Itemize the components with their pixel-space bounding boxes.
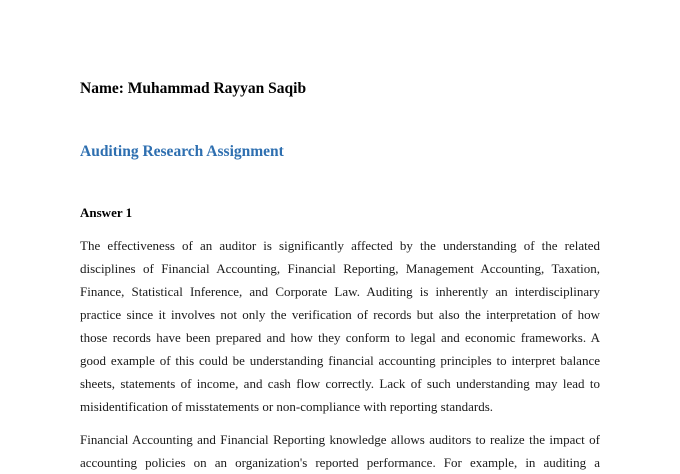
paragraph-line: misidentification of misstatements or non-compliance with reporting standards. — [80, 399, 494, 414]
author-name: Name: Muhammad Rayyan Saqib — [80, 80, 307, 97]
paragraph-line: Financial Accounting and Financial Reporting knowledge allows auditors to realize the impact of — [80, 432, 600, 447]
paragraph-line: practice since it involves not only the verification of records but also the interpretation of how — [80, 307, 600, 322]
answer-heading: Answer 1 — [80, 205, 133, 220]
paragraph-1 — [80, 234, 600, 418]
paragraph-2 — [80, 428, 600, 474]
paragraph-line: good example of this could be understanding financial accounting principles to interpret balance — [80, 353, 600, 368]
paragraph-line: sheets, statements of income, and cash flow correctly. Lack of such understanding may lead to — [80, 376, 600, 391]
document-title: Auditing Research Assignment — [80, 143, 284, 160]
paragraph-line: accounting policies on an organization's reported performance. For example, in auditing a — [80, 455, 600, 470]
paragraph-line: The effectiveness of an auditor is significantly affected by the understanding of the related — [80, 238, 600, 253]
paragraph-line: disciplines of Financial Accounting, Financial Reporting, Management Accounting, Taxation, — [80, 261, 600, 276]
paragraph-line: those records have been prepared and how they conform to legal and economic frameworks. A — [80, 330, 600, 345]
paragraph-line: Finance, Statistical Inference, and Corporate Law. Auditing is inherently an interdisciplinary — [80, 284, 600, 299]
